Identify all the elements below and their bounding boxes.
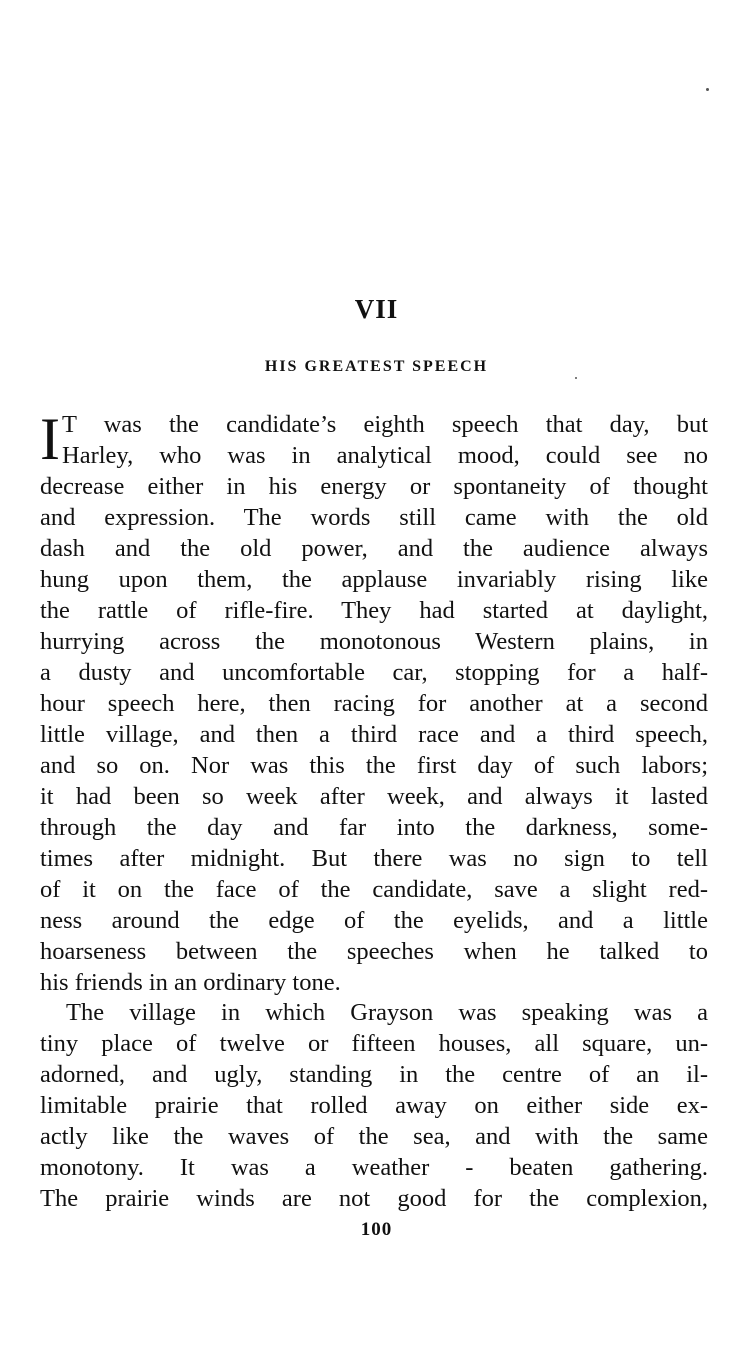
text-line: through the day and far into the darkness, some- [40, 814, 708, 841]
paragraph-1 [40, 406, 708, 998]
text-line: of it on the face of the candidate, save a slight red- [40, 876, 708, 903]
text-line: decrease either in his energy or spontaneity of thought [40, 473, 708, 500]
chapter-title: HIS GREATEST SPEECH [264, 358, 489, 375]
text-line: Harley, who was in analytical mood, could see no [62, 442, 708, 469]
text-line: little village, and then a third race and a third speech, [40, 721, 708, 748]
text-line: hour speech here, then racing for another at a second [40, 690, 708, 717]
text-line: tiny place of twelve or fifteen houses, all square, un- [40, 1030, 708, 1057]
text-line: hurrying across the monotonous Western plains, in [40, 628, 708, 655]
paragraph-2 [40, 997, 708, 1214]
text-line: The village in which Grayson was speaking was a [66, 999, 708, 1026]
text-line: dash and the old power, and the audience always [40, 535, 708, 562]
text-line: hung upon them, the applause invariably rising like [40, 566, 708, 593]
text-line: actly like the waves of the sea, and with the same [40, 1123, 708, 1150]
page-number: 100 [360, 1219, 393, 1240]
text-line: it had been so week after week, and always it lasted [40, 783, 708, 810]
print-speck [575, 377, 577, 379]
chapter-number: VII [354, 294, 399, 324]
text-line: monotony. It was a weather - beaten gathering. [40, 1154, 708, 1181]
text-line: ness around the edge of the eyelids, and a little [40, 907, 708, 934]
text-line: adorned, and ugly, standing in the centre of an il- [40, 1061, 708, 1088]
text-line: limitable prairie that rolled away on either side ex- [40, 1092, 708, 1119]
drop-cap: I [40, 406, 60, 472]
text-line: a dusty and uncomfortable car, stopping for a half- [40, 659, 708, 686]
text-line: the rattle of rifle-fire. They had started at daylight, [40, 597, 708, 624]
text-line: times after midnight. But there was no sign to tell [40, 845, 708, 872]
text-line: and so on. Nor was this the first day of such labors; [40, 752, 708, 779]
text-line: and expression. The words still came with the old [40, 504, 708, 531]
text-line: his friends in an ordinary tone. [40, 969, 341, 996]
text-line: The prairie winds are not good for the complexion, [40, 1185, 708, 1212]
text-line: hoarseness between the speeches when he talked to [40, 938, 708, 965]
text-line: T was the candidate’s eighth speech that day, but [62, 411, 708, 438]
print-speck [706, 88, 709, 91]
